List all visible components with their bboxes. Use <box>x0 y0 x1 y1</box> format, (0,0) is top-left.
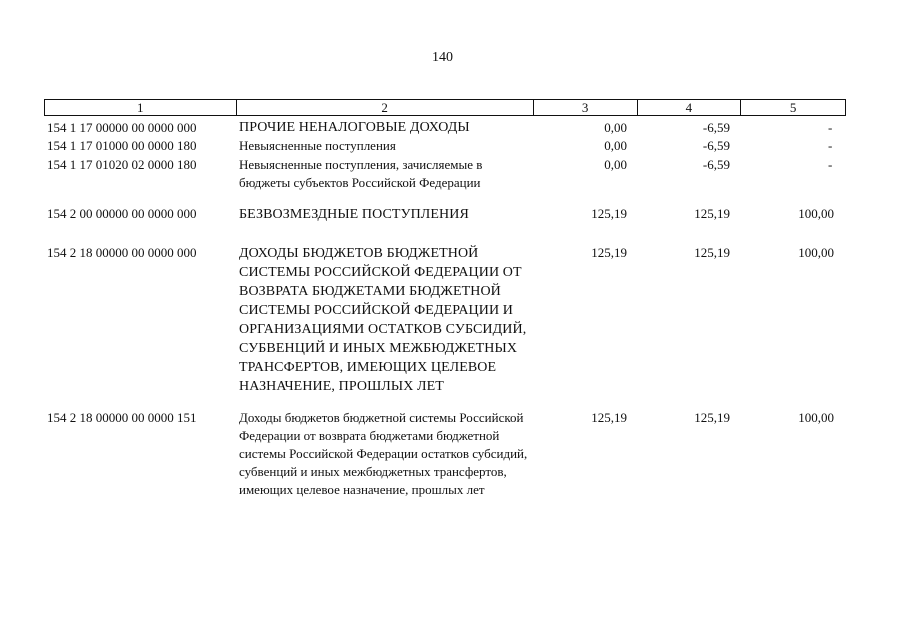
value-col-3: 125,19 <box>591 206 627 221</box>
value-col-4: 125,19 <box>694 245 730 260</box>
value-col-3: 0,00 <box>604 138 627 153</box>
value-col-5: 100,00 <box>798 206 834 221</box>
header-col-4: 4 <box>638 100 742 115</box>
budget-code: 154 2 18 00000 00 0000 151 <box>47 410 197 425</box>
value-col-3: 0,00 <box>604 157 627 172</box>
value-col-4: 125,19 <box>694 410 730 425</box>
income-name: Доходы бюджетов бюджетной системы Российской Федерации от возврата бюджетами бюджетной системы Российской Федерации остатков субсидий, субвенций и иных межбюджетных трансфертов, имеющих целевое назначение, прошлых лет <box>239 410 528 497</box>
value-col-4: 125,19 <box>694 206 730 221</box>
budget-code: 154 1 17 01000 00 0000 180 <box>47 138 197 153</box>
income-name: Невыясненные поступления, зачисляемые в бюджеты субъектов Российской Федерации <box>239 157 483 190</box>
table-header <box>44 99 846 116</box>
income-name: Невыясненные поступления <box>239 138 396 153</box>
header-col-1: 1 <box>45 100 237 115</box>
budget-code: 154 2 00 00000 00 0000 000 <box>47 206 197 221</box>
value-col-5: - <box>828 157 833 172</box>
header-col-2: 2 <box>237 100 534 115</box>
value-col-3: 0,00 <box>604 120 627 135</box>
value-col-5: 100,00 <box>798 410 834 425</box>
budget-code: 154 1 17 00000 00 0000 000 <box>47 120 197 135</box>
value-col-4: -6,59 <box>702 120 730 135</box>
income-name: ПРОЧИЕ НЕНАЛОГОВЫЕ ДОХОДЫ <box>239 120 470 135</box>
budget-code: 154 2 18 00000 00 0000 000 <box>47 245 197 260</box>
header-col-3: 3 <box>534 100 638 115</box>
header-col-5: 5 <box>789 100 797 115</box>
value-col-3: 125,19 <box>591 245 627 260</box>
budget-code: 154 1 17 01020 02 0000 180 <box>47 157 197 172</box>
value-col-5: - <box>828 138 833 153</box>
income-name: БЕЗВОЗМЕЗДНЫЕ ПОСТУПЛЕНИЯ <box>239 207 469 222</box>
value-col-4: -6,59 <box>702 138 730 153</box>
value-col-4: -6,59 <box>702 157 730 172</box>
value-col-5: - <box>828 120 833 135</box>
value-col-5: 100,00 <box>798 245 834 260</box>
value-col-3: 125,19 <box>591 410 627 425</box>
page-number: 140 <box>432 50 453 65</box>
income-name: ДОХОДЫ БЮДЖЕТОВ БЮДЖЕТНОЙ СИСТЕМЫ РОССИЙСКОЙ ФЕДЕРАЦИИ ОТ ВОЗВРАТА БЮДЖЕТАМИ БЮДЖЕТНОЙ СИСТЕМЫ РОССИЙСКОЙ ФЕДЕРАЦИИ И ОРГАНИЗАЦИЯМИ ОСТАТКОВ СУБСИДИЙ, СУБВЕНЦИЙ И ИНЫХ МЕЖБЮДЖЕТНЫХ ТРАНСФЕРТОВ, ИМЕЮЩИХ ЦЕЛЕВОЕ НАЗНАЧЕНИЕ, ПРОШЛЫХ ЛЕТ <box>239 246 527 394</box>
